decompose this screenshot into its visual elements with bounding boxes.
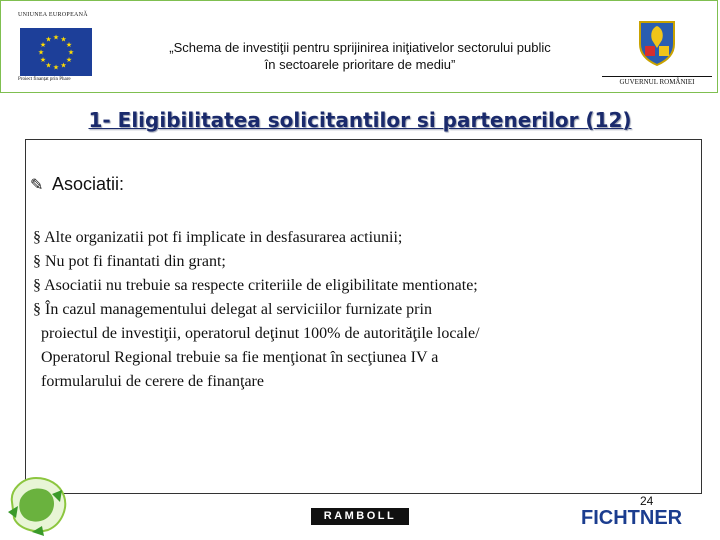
eu-star-icon: ★ (65, 56, 73, 64)
list-item-continuation: Operatorul Regional trebuie sa fie menţionat în secţiunea IV a (41, 349, 439, 366)
bullet-list (33, 226, 693, 394)
ramboll-logo: RAMBOLL (311, 508, 409, 525)
eu-flag-icon (20, 28, 92, 76)
list-item: § În cazul managementului delegat al serviciilor furnizate prin (33, 301, 432, 318)
list-item: § Alte organizatii pot fi implicate in desfasurarea actiunii; (33, 229, 403, 246)
eu-star-icon: ★ (67, 48, 75, 57)
section-heading (30, 174, 124, 195)
eu-star-icon: ★ (65, 41, 73, 49)
slide-title: 1- Eligibilitatea solicitantilor si partenerilor (12) (88, 108, 632, 132)
fichtner-logo: FICHTNER (581, 507, 683, 529)
eu-star-icon: ★ (60, 61, 67, 70)
coat-of-arms-icon (636, 18, 678, 66)
list-item: § Nu pot fi finantati din grant; (33, 253, 226, 270)
eu-star-icon: ★ (45, 61, 52, 70)
list-item-continuation: proiectul de investiţii, operatorul deţinut 100% de autorităţile locale/ (41, 325, 480, 342)
section-heading-text: Asociatii: (52, 174, 125, 194)
eu-star-icon: ★ (37, 48, 45, 57)
eu-funding-note: Proiect finanțat prin Phare (18, 77, 71, 82)
list-item: § Asociatii nu trebuie sa respecte criteriile de eligibilitate mentionate; (33, 277, 478, 294)
eu-star-icon: ★ (52, 33, 60, 42)
romania-map-recycle-icon (2, 472, 72, 538)
eu-star-icon: ★ (45, 35, 52, 44)
eu-star-icon: ★ (60, 35, 67, 44)
eu-star-icon: ★ (39, 41, 47, 49)
pencil-icon: ✎ (30, 177, 44, 194)
eu-label: UNIUNEA EUROPEANĂ (18, 12, 88, 18)
eu-star-icon: ★ (39, 56, 47, 64)
government-label: GUVERNUL ROMÂNIEI (602, 76, 712, 86)
list-item-continuation: formularului de cerere de finanţare (41, 373, 264, 390)
program-title-line-2: în sectoarele prioritare de mediu” (264, 57, 456, 72)
eu-star-icon: ★ (52, 63, 60, 72)
program-title-line-1: „Schema de investiţii pentru sprijinirea iniţiativelor sectorului public (169, 40, 551, 55)
page-number: 24 (640, 494, 654, 508)
